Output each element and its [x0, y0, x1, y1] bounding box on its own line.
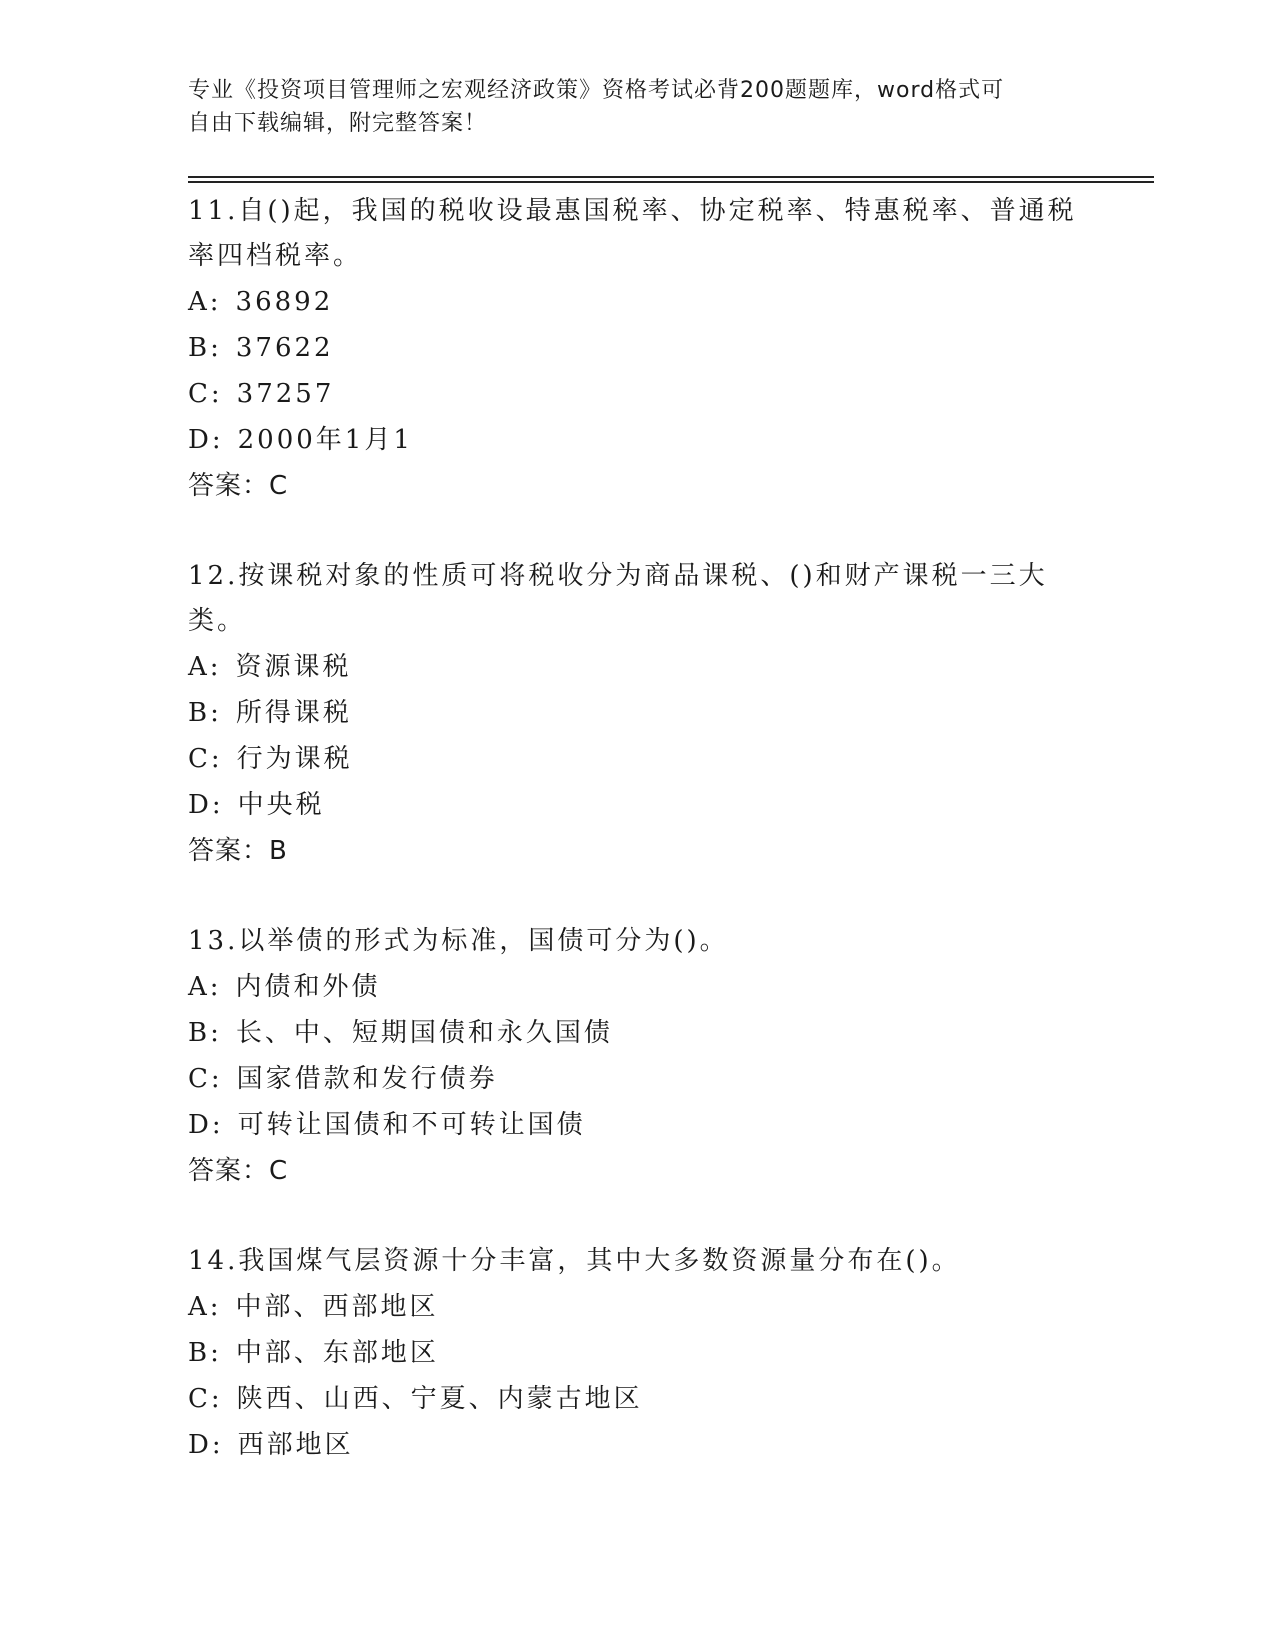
question-text: 11.自()起，我国的税收设最惠国税率、协定税率、特惠税率、普通税率四档税率。	[188, 196, 1077, 271]
option-label: A:	[188, 972, 222, 1002]
option-text: 中部、东部地区	[235, 1338, 439, 1368]
option-b	[188, 1010, 1088, 1056]
option-a	[188, 1284, 1088, 1330]
option-text: 内债和外债	[235, 972, 381, 1002]
option-label: D:	[188, 1430, 224, 1460]
option-label: D:	[188, 425, 224, 455]
option-d	[188, 1102, 1088, 1148]
option-label: A:	[188, 652, 222, 682]
option-text: 中部、西部地区	[235, 1292, 439, 1322]
option-text: 行为课税	[236, 744, 353, 774]
option-c	[188, 371, 1088, 417]
option-d	[188, 782, 1088, 828]
option-text: 36892	[235, 287, 334, 317]
option-text: 国家借款和发行债券	[236, 1064, 498, 1094]
answer: 答案：C	[188, 1156, 289, 1186]
question-12	[188, 554, 1088, 874]
question-text: 12.按课税对象的性质可将税收分为商品课税、()和财产课税一三大类。	[188, 561, 1048, 636]
option-label: B:	[188, 1018, 222, 1048]
document-header	[188, 74, 1068, 140]
option-label: C:	[188, 1064, 223, 1094]
option-text: 2000年1月1	[237, 425, 413, 455]
option-c	[188, 1376, 1088, 1422]
header-title-line-2: 自由下载编辑，附完整答案！	[188, 111, 488, 136]
option-b	[188, 1330, 1088, 1376]
spacer	[188, 874, 1088, 919]
option-label: B:	[188, 698, 222, 728]
option-text: 37622	[235, 333, 334, 363]
option-label: C:	[188, 744, 223, 774]
option-label: D:	[188, 790, 224, 820]
option-label: A:	[188, 287, 222, 317]
option-text: 37257	[236, 379, 335, 409]
option-c	[188, 1056, 1088, 1102]
question-11	[188, 189, 1088, 509]
question-text: 13.以举债的形式为标准，国债可分为()。	[188, 926, 729, 956]
option-label: C:	[188, 379, 223, 409]
question-14	[188, 1239, 1088, 1468]
spacer	[188, 509, 1088, 554]
option-label: A:	[188, 1292, 222, 1322]
header-divider-top	[188, 176, 1154, 178]
question-text: 14.我国煤气层资源十分丰富，其中大多数资源量分布在()。	[188, 1246, 961, 1276]
option-text: 长、中、短期国债和永久国债	[235, 1018, 613, 1048]
option-text: 陕西、山西、宁夏、内蒙古地区	[236, 1384, 643, 1414]
option-label: B:	[188, 333, 222, 363]
header-divider-bottom	[188, 181, 1154, 183]
answer: 答案：C	[188, 471, 289, 501]
option-text: 中央税	[237, 790, 325, 820]
option-a	[188, 964, 1088, 1010]
option-b	[188, 690, 1088, 736]
option-a	[188, 279, 1088, 325]
answer: 答案：B	[188, 836, 288, 866]
header-title-line-1: 专业《投资项目管理师之宏观经济政策》资格考试必背200题题库，word格式可	[188, 78, 1005, 103]
option-d	[188, 1422, 1088, 1468]
option-text: 可转让国债和不可转让国债	[237, 1110, 586, 1140]
spacer	[188, 1194, 1088, 1239]
option-label: B:	[188, 1338, 222, 1368]
option-text: 西部地区	[237, 1430, 354, 1460]
question-13	[188, 919, 1088, 1194]
question-list	[188, 189, 1088, 1468]
option-text: 所得课税	[235, 698, 352, 728]
option-b	[188, 325, 1088, 371]
option-a	[188, 644, 1088, 690]
option-d	[188, 417, 1088, 463]
option-c	[188, 736, 1088, 782]
option-label: D:	[188, 1110, 224, 1140]
option-label: C:	[188, 1384, 223, 1414]
option-text: 资源课税	[235, 652, 352, 682]
